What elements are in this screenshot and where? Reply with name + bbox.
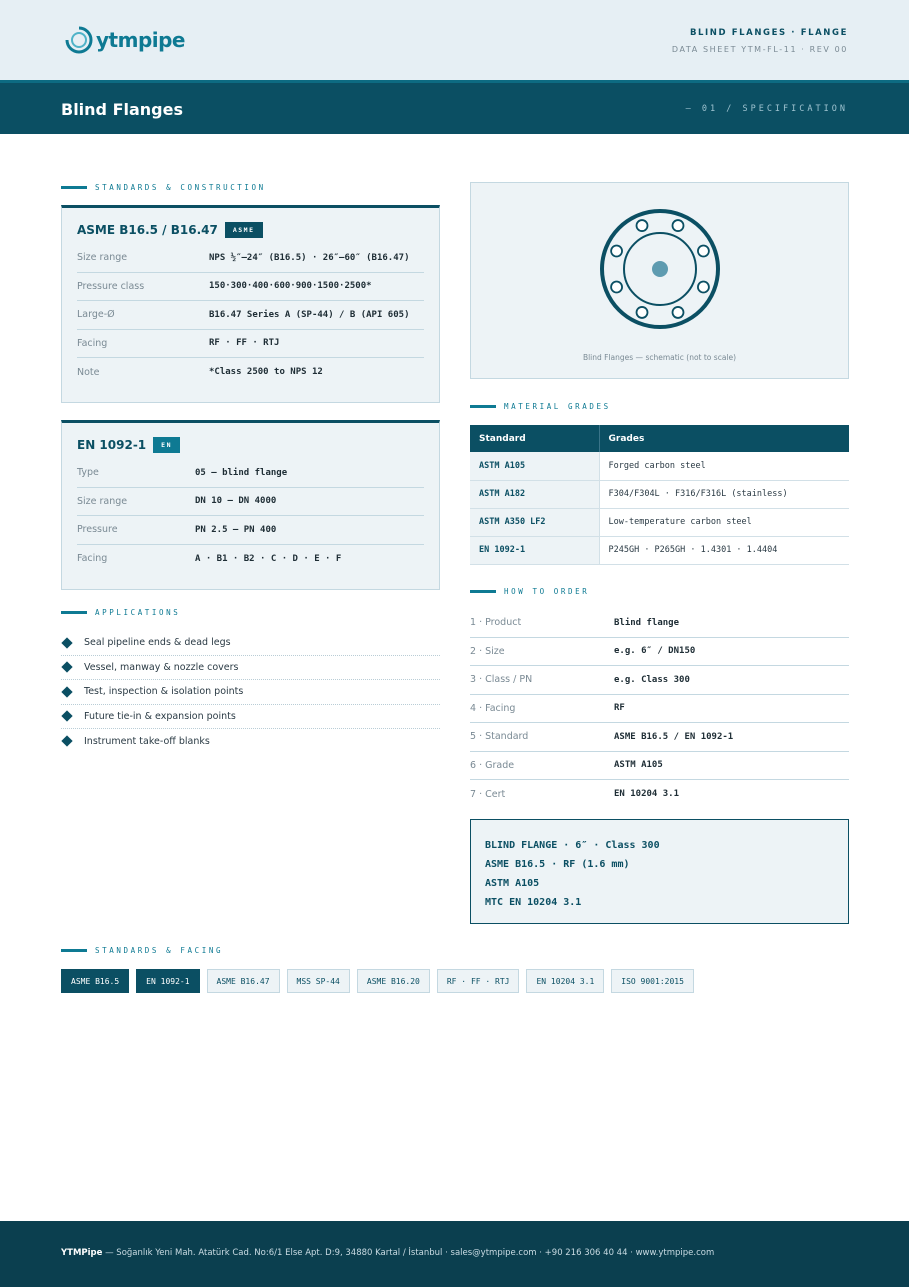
order-step-value: EN 10204 3.1 [614,789,680,800]
en-spec-card [61,420,440,590]
order-step [470,723,849,752]
order-step-label: 6 · Grade [470,759,515,771]
card-title: EN 1092-1 [77,438,147,452]
bolt-hole [672,220,683,231]
spec-list [62,238,439,387]
section-label-applications [61,608,180,617]
list-item [61,705,440,730]
order-code-line: ASME B16.5 · RF (1.6 mm) [485,859,630,870]
spec-key: Pressure [77,524,118,536]
diamond-bullet-icon [61,686,72,697]
standards-chip-list [61,969,701,993]
spec-key: Note [77,366,100,378]
title-bar [0,80,909,134]
flange-center-mark [652,261,668,277]
order-step-value: RF [614,703,625,714]
list-item-text: Test, inspection & isolation points [84,686,244,698]
order-code-line: MTC EN 10204 3.1 [485,897,582,908]
list-item-text: Future tie-in & expansion points [84,710,236,722]
order-step-value: Blind flange [614,617,680,628]
grades-cell: F304/F304L · F316/F316L (stainless) [599,480,849,508]
section-label-text: STANDARDS & CONSTRUCTION [95,183,266,192]
standard-cell: EN 1092-1 [470,536,599,564]
list-item [61,631,440,656]
section-label-how-to-order [470,587,589,596]
standard-cell: ASTM A105 [470,452,599,480]
spec-value: NPS ½″–24″ (B16.5) · 26″–60″ (B16.47) [209,252,410,263]
section-label-text: STANDARDS & FACING [95,946,224,955]
spec-key: Large-Ø [77,309,115,321]
order-step-value: e.g. Class 300 [614,674,690,685]
flange-schematic-panel [470,182,849,379]
section-label-text: APPLICATIONS [95,608,181,617]
spec-key: Size range [77,495,128,507]
order-code-line: ASTM A105 [485,878,540,889]
order-step [470,752,849,781]
standard-chip: MSS SP-44 [287,969,350,993]
section-label-text: HOW TO ORDER [504,587,590,596]
spec-key: Pressure class [77,280,145,292]
card-title: ASME B16.5 / B16.47 [77,223,218,237]
spec-row [77,488,424,517]
logo-swirl-icon [64,25,94,55]
spec-value: RF · FF · RTJ [209,338,280,349]
diamond-bullet-icon [61,662,72,673]
section-label-standards-facing [61,946,223,955]
footer-contact [61,1248,714,1258]
page-header [0,0,909,80]
section-rule [470,405,496,408]
standard-chip: ASME B16.5 [61,969,129,993]
section-label-standards-construction [61,183,266,192]
list-item [61,656,440,681]
table-row [470,452,849,480]
order-step-label: 2 · Size [470,645,505,657]
bolt-hole [698,246,709,257]
diamond-bullet-icon [61,637,72,648]
list-item-text: Instrument take-off blanks [84,735,210,747]
standard-chip: ISO 9001:2015 [611,969,694,993]
bolt-hole [672,307,683,318]
section-label-material-grades [470,402,611,411]
page-title: Blind Flanges [61,100,184,119]
standard-chip: RF · FF · RTJ [437,969,520,993]
order-step-label: 3 · Class / PN [470,674,533,686]
spec-value: 05 — blind flange [195,467,288,478]
table-row [470,536,849,564]
company-logo[interactable] [64,22,185,58]
column-header: Grades [599,425,849,452]
order-step [470,666,849,695]
section-rule [61,949,87,952]
standard-chip: EN 1092-1 [136,969,199,993]
grades-cell: P245GH · P265GH · 1.4301 · 1.4404 [599,536,849,564]
order-steps-list [470,609,849,809]
list-item [61,680,440,705]
asme-spec-card [61,205,440,403]
standard-cell: ASTM A350 LF2 [470,508,599,536]
table-row [470,508,849,536]
order-step [470,638,849,667]
spec-key: Facing [77,553,108,565]
section-rule [61,186,87,189]
card-header [62,208,439,238]
standard-tag: EN [153,437,180,453]
bolt-hole [611,246,622,257]
grades-cell: Low-temperature carbon steel [599,508,849,536]
spec-row [77,273,424,302]
standard-cell: ASTM A182 [470,480,599,508]
spec-key: Facing [77,337,108,349]
order-step-label: 4 · Facing [470,702,516,714]
spec-row [77,301,424,330]
order-step-label: 1 · Product [470,617,522,629]
document-kicker: BLIND FLANGES · FLANGE [689,28,848,38]
section-code: — 01 / SPECIFICATION [685,104,848,114]
order-step-value: ASME B16.5 / EN 1092-1 [614,731,734,742]
order-step-value: ASTM A105 [614,760,663,771]
bolt-hole [698,281,709,292]
grades-cell: Forged carbon steel [599,452,849,480]
list-item-text: Seal pipeline ends & dead legs [84,637,231,649]
section-label-text: MATERIAL GRADES [504,402,611,411]
spec-row [77,516,424,545]
bolt-hole [637,220,648,231]
applications-list [61,631,440,754]
logo-text: ytmpipe [96,28,185,52]
section-rule [470,590,496,593]
spec-value: 150·300·400·600·900·1500·2500* [209,281,372,292]
order-step-label: 5 · Standard [470,731,529,743]
order-step [470,695,849,724]
order-step-value: e.g. 6″ / DN150 [614,646,696,657]
order-step-label: 7 · Cert [470,788,506,800]
spec-value: A · B1 · B2 · C · D · E · F [195,553,342,564]
document-sheet-number: DATA SHEET YTM-FL-11 · REV 00 [671,45,848,54]
spec-row [77,330,424,359]
spec-value: DN 10 – DN 4000 [195,496,277,507]
table-header-row [470,425,849,452]
card-header [62,423,439,453]
order-code-line: BLIND FLANGE · 6″ · Class 300 [485,840,660,851]
column-header: Standard [470,425,599,452]
list-item-text: Vessel, manway & nozzle covers [84,661,239,673]
document-meta [672,28,848,54]
list-item [61,729,440,754]
diamond-bullet-icon [61,736,72,747]
diamond-bullet-icon [61,711,72,722]
footer-address: — Soğanlık Yeni Mah. Atatürk Cad. No:6/1 Else Apt. D:9, 34880 Kartal / İstanbul · sales@ytmpipe.com · +90 216 306 40 44 · www.ytmpipe.com [102,1248,715,1258]
standard-tag: ASME [225,222,263,238]
spec-row [77,358,424,387]
standard-chip: EN 10204 3.1 [526,969,604,993]
spec-value: B16.47 Series A (SP-44) / B (API 605) [209,309,410,320]
section-rule [61,611,87,614]
bolt-hole [637,307,648,318]
bolt-hole [611,281,622,292]
spec-key: Size range [77,252,128,264]
standard-chip: ASME B16.47 [207,969,280,993]
footer-company: YTMPipe [61,1248,103,1258]
standard-chip: ASME B16.20 [357,969,430,993]
spec-row [77,545,424,574]
order-example-code [470,819,849,924]
schematic-caption: Blind Flanges — schematic (not to scale) [582,353,737,362]
spec-row [77,244,424,273]
order-step [470,780,849,809]
page-footer [0,1221,909,1287]
spec-value: *Class 2500 to NPS 12 [209,367,323,378]
material-grades-table [470,425,849,565]
order-step [470,609,849,638]
spec-value: PN 2.5 – PN 400 [195,524,277,535]
spec-key: Type [77,467,99,479]
blind-flange-schematic [598,207,722,331]
table-row [470,480,849,508]
spec-row [77,459,424,488]
spec-list [62,453,439,573]
